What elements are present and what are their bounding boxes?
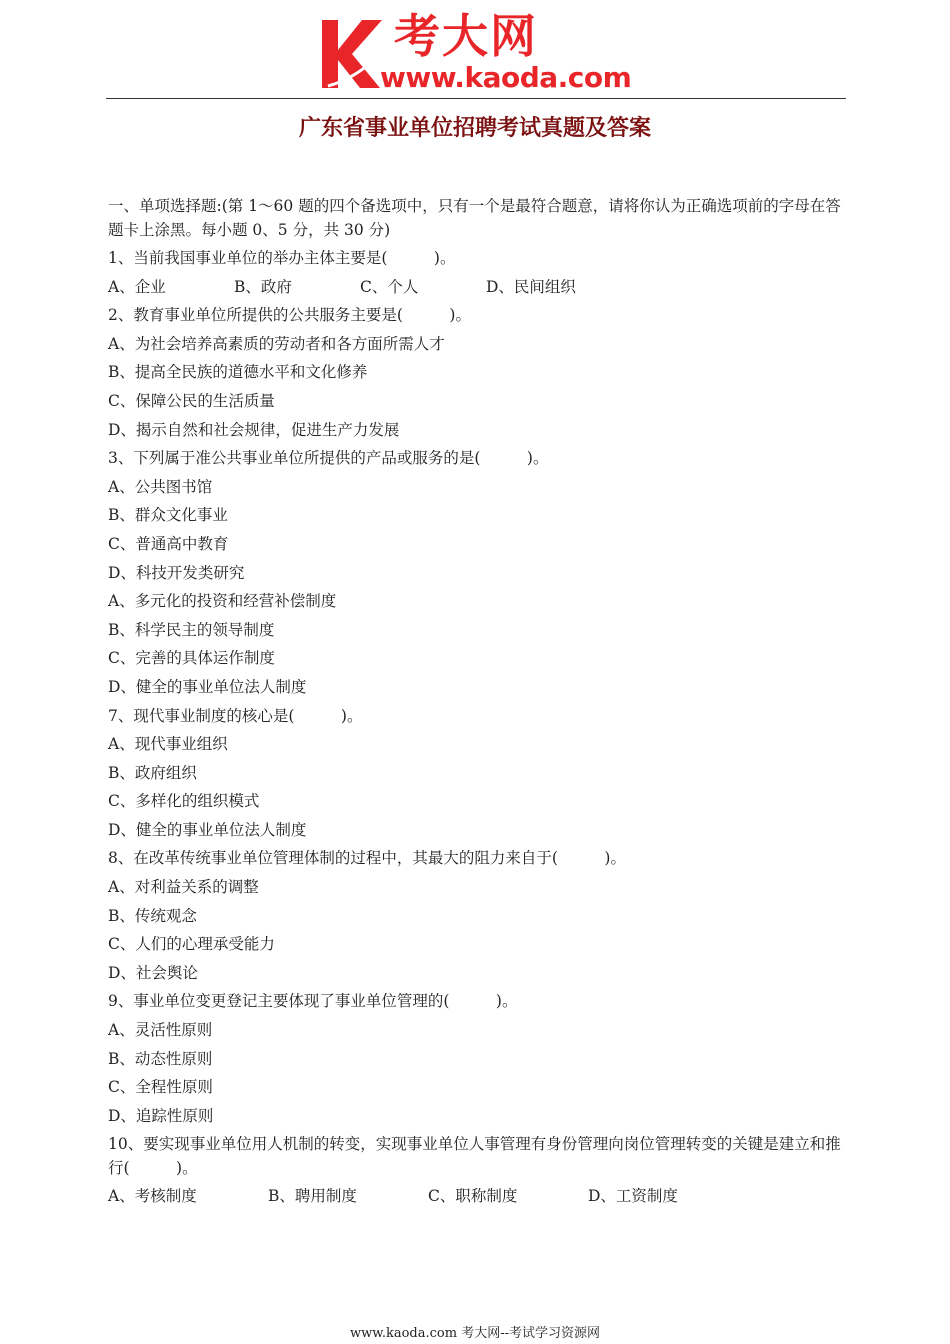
answer-line: C、保障公民的生活质量 xyxy=(108,391,275,410)
option-item: A、企业 xyxy=(108,277,166,296)
answer-line: C、多样化的组织模式 xyxy=(108,792,260,811)
answer-line: D、健全的事业单位法人制度 xyxy=(108,677,307,696)
answer-line: C、全程性原则 xyxy=(108,1078,213,1097)
option-item: D、民间组织 xyxy=(486,277,576,296)
answer-line: B、提高全民族的道德水平和文化修养 xyxy=(108,363,368,382)
option-item: C、职称制度 xyxy=(428,1187,518,1206)
answer-line: C、人们的心理承受能力 xyxy=(108,935,275,954)
answer-line: D、健全的事业单位法人制度 xyxy=(108,820,307,839)
answer-line: D、揭示自然和社会规律，促进生产力发展 xyxy=(108,420,400,439)
document-body xyxy=(108,192,848,1211)
answer-line: C、完善的具体运作制度 xyxy=(108,649,275,668)
answer-line: B、科学民主的领导制度 xyxy=(108,620,275,639)
question-line: 1、当前我国事业单位的举办主体主要是( )。 xyxy=(108,249,456,267)
k-logo-icon xyxy=(318,16,388,92)
question-line: 8、在改革传统事业单位管理体制的过程中，其最大的阻力来自于( )。 xyxy=(108,849,626,868)
answer-line: A、对利益关系的调整 xyxy=(108,878,259,897)
answer-line: C、普通高中教育 xyxy=(108,534,229,553)
logo-chinese-text: 考大网 xyxy=(394,9,538,63)
page-footer: www.kaoda.com 考大网--考试学习资源网 xyxy=(350,1326,600,1341)
option-item: A、考核制度 xyxy=(108,1187,197,1206)
answer-line: A、为社会培养高素质的劳动者和各方面所需人才 xyxy=(108,334,445,353)
answer-line: D、社会舆论 xyxy=(108,963,198,982)
option-item: C、个人 xyxy=(360,277,419,296)
question-line: 10、要实现事业单位用人机制的转变，实现事业单位人事管理有身份管理向岗位管理转变的关键是建立和推行( )。 xyxy=(108,1135,841,1178)
question-line: 7、现代事业制度的核心是( )。 xyxy=(108,706,363,725)
question-line: 9、事业单位变更登记主要体现了事业单位管理的( )。 xyxy=(108,992,518,1011)
option-row xyxy=(108,1182,848,1211)
answer-line: D、追踪性原则 xyxy=(108,1106,214,1125)
answer-line: A、多元化的投资和经营补偿制度 xyxy=(108,592,337,611)
answer-line: B、群众文化事业 xyxy=(108,506,228,525)
logo-url-text: www.kaoda.com xyxy=(380,61,632,94)
section-intro: 一、单项选择题:(第 1～60 题的四个备选项中，只有一个是最符合题意，请将你认为正确选项前的字母在答题卡上涂黑。每小题 0、5 分，共 30 分) xyxy=(108,197,841,239)
answer-line: A、灵活性原则 xyxy=(108,1021,213,1040)
answer-line: A、现代事业组织 xyxy=(108,735,228,754)
option-item: B、政府 xyxy=(234,277,292,296)
answer-line: B、政府组织 xyxy=(108,763,197,782)
option-row xyxy=(108,273,848,302)
question-line: 3、下列属于准公共事业单位所提供的产品或服务的是( )。 xyxy=(108,449,549,468)
answer-line: D、科技开发类研究 xyxy=(108,563,245,582)
header-divider xyxy=(106,98,846,99)
answer-line: A、公共图书馆 xyxy=(108,477,213,496)
document-title: 广东省事业单位招聘考试真题及答案 xyxy=(298,116,651,141)
question-line: 2、教育事业单位所提供的公共服务主要是( )。 xyxy=(108,306,471,325)
question-list xyxy=(108,244,848,1211)
option-item: D、工资制度 xyxy=(588,1187,678,1206)
kaoda-logo xyxy=(318,8,648,92)
answer-line: B、动态性原则 xyxy=(108,1049,213,1068)
option-item: B、聘用制度 xyxy=(268,1187,357,1206)
answer-line: B、传统观念 xyxy=(108,906,197,925)
